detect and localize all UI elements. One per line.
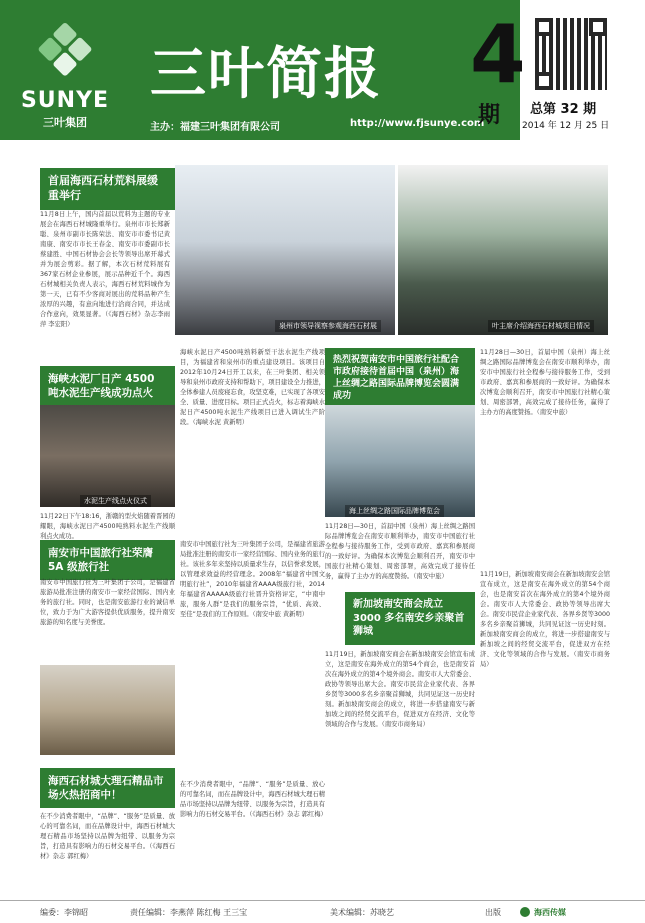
- photo-expo: [325, 405, 475, 517]
- footer-publisher: 出版: [485, 908, 501, 917]
- photo-caption-3: 水泥生产线点火仪式: [80, 495, 151, 507]
- publisher-logo-text: 海西传媒: [534, 908, 566, 917]
- article-title-5: 热烈祝贺南安市中国旅行社配合市政府接待首届中国（泉州）海上丝绸之路国际品牌博览会圆满成功: [325, 348, 475, 409]
- footer-chief-editor: 责任编辑：李燕萍 陈红梅 王三宝: [130, 908, 248, 917]
- footer-editor: 编委：李锦昭: [40, 908, 88, 917]
- article-text-2b: 海峡水泥日产4500吨熟料新型干法水泥生产线项目，为福建省和泉州市的重点建设项目。该项目自2012年10月24日开工以来，在三叶集团、相关领导和泉州市政府支持和帮助下，项目建设全力推进，全体参建人员废寝忘食，攻坚克难，已实现了各项安全、质量、进度目标。项目正式点火，标志着海峡水泥日产4500吨水泥生产线项目已进入调试生产阶段。（海峡水泥 黄新明）: [180, 349, 325, 426]
- article-text-5b: 11月28日—30日，首届中国（泉州）海上丝绸之路国际品牌博览会在南安市顺利举办，南安市中国旅行社全程参与接待服务工作，受到市政府、嘉宾和参展商的一致好评。为确保本次博览会顺利召开，南安市中国旅行社精心策划、周密部署，高效完成了接待任务，赢得了主办方的高度赞扬。（南安中旅）: [480, 349, 610, 416]
- qr-code-icon: [535, 18, 607, 90]
- photo-caption-4: 海上丝绸之路国际品牌博览会: [345, 505, 444, 517]
- sponsor-line: 主办：福建三叶集团有限公司: [150, 122, 280, 133]
- article-title-3: 南安市中国旅行社荣膺 5A 级旅行社: [40, 540, 175, 580]
- article-title-4: 海西石材城大理石精品市场火热招商中！: [40, 768, 175, 808]
- website-link[interactable]: http://www.fjsunye.com: [350, 118, 485, 129]
- masthead: [0, 0, 645, 140]
- issue-date: 2014 年 12 月 25 日: [522, 121, 610, 131]
- issue-number: 4: [470, 8, 526, 101]
- brand-name-cn: 三叶集团: [43, 116, 87, 129]
- publisher-logo-icon: [520, 904, 620, 920]
- article-text-2a: 11月22日下午18:16，浙赣的型火焰随着晋园的耀眼，海峡水泥日产4500吨熟料水泥生产线顺利点火成功。: [40, 513, 175, 540]
- leaf-logo-icon: [37, 22, 94, 79]
- article-text-3a: 南安市中国旅行社为三叶集团子公司，是福建省旅游局批准注册的南安市一家经营国际、国内业务的旅行社。同时，也是南安旅游行业的诚信单位，致力于为广大游客提供优质服务，提升南安旅游的知名度与美誉度。: [40, 579, 175, 626]
- article-text-6a: 11月19日，新加坡南安商会在新加坡南安会馆宣布成立，这是南安在海外成立的第54个商会，也是南安首次在海外成立的第4个境外商会。南安市人大常委会、政协等领导出席大会。南安市民营企业家代表、各界乡贤等3000多名乡亲聚首狮城，共同见证这一历史时刻。新加坡南安商会的成立，将进一步搭建南安与新加坡之间的经贸交流平台，促进双方在经济、文化等领域的合作与发展。（南安市商务局）: [325, 651, 475, 728]
- article-title-1: 首届海西石材荒料展缓重举行: [40, 168, 175, 210]
- photo-chairman-intro: [398, 165, 608, 335]
- issue-label: 期: [478, 103, 501, 128]
- photo-cement-ignition: [40, 405, 175, 507]
- article-text-3b: 南安市中国旅行社为三叶集团子公司，是福建省旅游局批准注册的南安市一家经营国际、国内业务的旅行社。该社多年来坚持以质量求生存，以信誉求发展，以管理求效益的经营理念。2008年“福建省中国文明旅行社”，2010年福建省AAAA级旅行社，2014年福建省AAAAA级旅行社晋升资格评定，“中南中旅，服务人群”是我们的服务宗旨，“优质、高效、至佳”是我们的工作原则。（南安中旅 黄新明）: [180, 541, 325, 618]
- total-issue: 总第 32 期: [530, 102, 597, 117]
- masthead-bar: [130, 0, 520, 140]
- article-text-6b: 11月19日，新加坡南安商会在新加坡南安会馆宣布成立，这是南安在海外成立的第54个商会，也是南安首次在海外成立的第4个境外商会。南安市人大常委会、政协等领导出席大会。南安市民营企业家代表、各界乡贤等3000多名乡亲聚首狮城，共同见证这一历史时刻。新加坡南安商会的成立，将进一步搭建南安与新加坡之间的经贸交流平台，促进双方在经济、文化等领域的合作与发展。（南安市商务局）: [480, 571, 610, 668]
- photo-leaders-visit: [175, 165, 395, 335]
- article-text-4a: 在不少消费者眼中，“品牌”、“服务”是质量、放心的可靠名词，而在品牌设计中，海西石材城大理石精品市场坚持以品牌为纽带、以服务为宗旨，打造具有影响力的石材交易平台。（《海西石材》杂志 郭红梅）: [40, 813, 175, 860]
- article-text-4b: 在不少消费者眼中，“品牌”、“服务”是质量、放心的可靠名词，而在品牌设计中，海西石材城大理石精品市场坚持以品牌为纽带、以服务为宗旨，打造具有影响力的石材交易平台。（《海西石材》杂志 郭红梅）: [180, 781, 327, 818]
- article-title-6: 新加坡南安商会成立3000 多名南安乡亲聚首狮城: [345, 592, 475, 645]
- brand-name: SUNYE: [20, 88, 110, 113]
- footer-art-editor: 美术编辑：苏晓艺: [330, 908, 394, 917]
- photo-caption-2: 叶主席介绍海西石材城项目情况: [488, 320, 594, 332]
- newspaper-title: 三叶简报: [150, 42, 382, 107]
- article-title-2: 海峡水泥厂日产 4500 吨水泥生产线成功点火: [40, 366, 175, 406]
- brand-logo: [0, 0, 130, 140]
- footer: [0, 900, 645, 923]
- photo-travel-agency: [40, 665, 175, 755]
- article-text-1: 11月8日上午，国内首届以荒料为主题的专业展会在海西石材城隆重举行。泉州市市长郑新聪、泉州市副市长陈荣法、南安市市委书记黄南康、南安市市长王春金、南安市市委副市长蔡建胜、中国石材协会会长等领导出席开幕式并为展会剪彩。据了解，本次石材荒料展有367家石材企业参展，展示品种近千个。海西石材城相关负责人表示，海西石材荒料城作为第一天，已有不少客商对展出的荒料品种产生浓厚的兴趣，有意向地进行洽商合同，并达成合作意向，效果显著。（《海西石材》杂志李雨萍 李宏阳）: [40, 211, 170, 328]
- article-text-5a: 11月28日—30日，首届中国（泉州）海上丝绸之路国际品牌博览会在南安市顺利举办，南安市中国旅行社全程参与接待服务工作，受到市政府、嘉宾和参展商的一致好评。为确保本次博览会顺利召开，南安市中国旅行社精心策划、周密部署，高效完成了接待任务，赢得了主办方的高度赞扬。（南安中旅）: [325, 523, 475, 580]
- photo-caption-1: 泉州市领导视察参观海西石材展: [275, 320, 381, 332]
